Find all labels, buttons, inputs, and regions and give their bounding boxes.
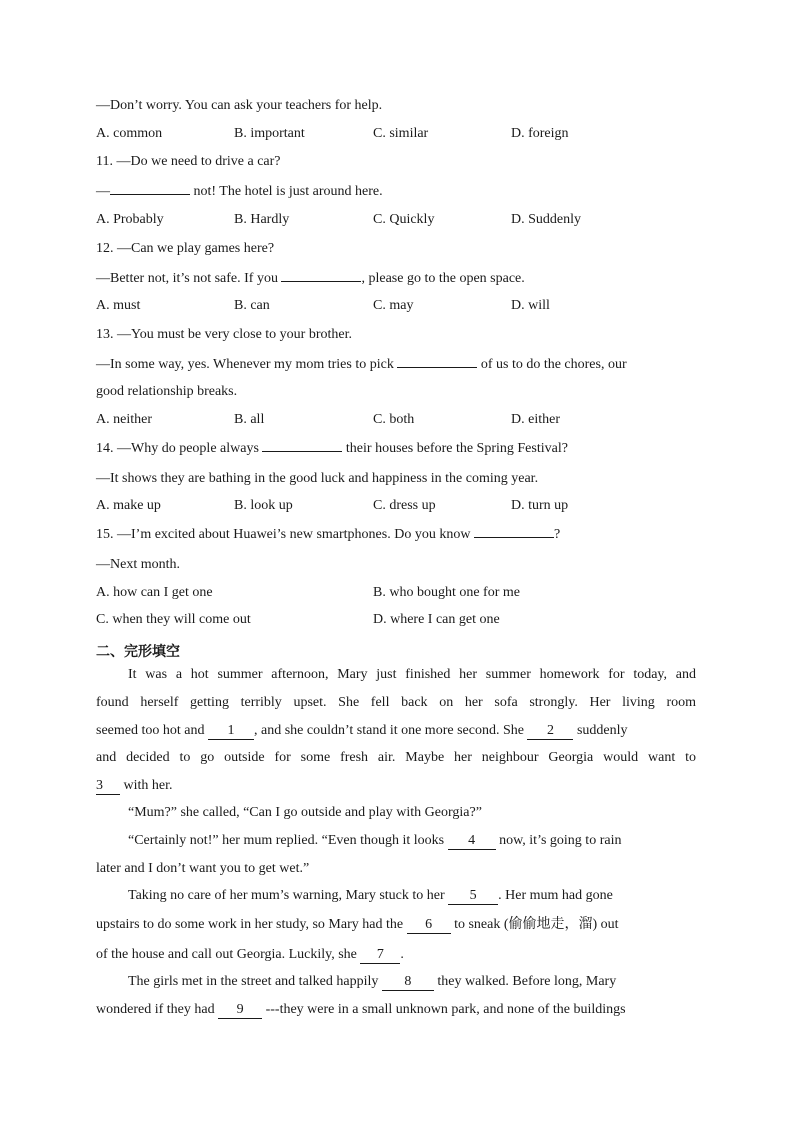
q12-question: 12. —Can we play games here? [96, 241, 275, 256]
q14-answer-line: —It shows they are bathing in the good luck and happiness in the coming year. [96, 471, 539, 486]
cloze-blank-2: 2 [527, 723, 573, 740]
q12-option-a: A. must [96, 298, 141, 313]
cloze-blank-6: 6 [407, 917, 451, 934]
q13-option-c: C. both [373, 412, 415, 427]
cloze-blank-9: 9 [218, 1002, 262, 1019]
q11-answer-line: — not! The hotel is just around here. [96, 184, 383, 199]
q13-question: 13. —You must be very close to your brother. [96, 327, 352, 342]
cloze-blank-3: 3 [96, 778, 120, 795]
q12-answer-line: —Better not, it’s not safe. If you , please go to the open space. [96, 271, 525, 286]
passage-line: found herself getting terribly upset. She fell back on her sofa strongly. Her living room [96, 695, 696, 710]
passage-line: “Mum?” she called, “Can I go outside and play with Georgia?” [128, 805, 482, 820]
cloze-blank-1: 1 [208, 723, 254, 740]
q12-option-c: C. may [373, 298, 414, 313]
q14-question: 14. —Why do people always their houses before the Spring Festival? [96, 441, 568, 456]
cloze-blank-4: 4 [448, 833, 496, 850]
q11-option-a: A. Probably [96, 212, 164, 227]
answer-blank [262, 451, 342, 452]
q10-option-a: A. common [96, 126, 163, 141]
passage-line: later and I don’t want you to get wet.” [96, 861, 310, 876]
q10-option-c: C. similar [373, 126, 429, 141]
cloze-blank-7: 7 [360, 947, 400, 964]
q11-question: 11. —Do we need to drive a car? [96, 154, 281, 169]
passage-line: of the house and call out Georgia. Luckily, she 7 . [96, 947, 404, 962]
q15-option-a: A. how can I get one [96, 585, 213, 600]
q15-option-b: B. who bought one for me [373, 585, 520, 600]
answer-blank [397, 367, 477, 368]
q15-option-d: D. where I can get one [373, 612, 500, 627]
passage-line: Taking no care of her mum’s warning, Mary stuck to her 5 . Her mum had gone [128, 888, 613, 903]
passage-line: and decided to go outside for some fresh air. Maybe her neighbour Georgia would want to [96, 750, 696, 765]
q13-answer-line: —In some way, yes. Whenever my mom tries to pick of us to do the chores, our [96, 357, 627, 372]
q14-option-c: C. dress up [373, 498, 436, 513]
q10-option-d: D. foreign [511, 126, 569, 141]
q13-option-d: D. either [511, 412, 560, 427]
q14-option-a: A. make up [96, 498, 161, 513]
passage-line: 3 with her. [96, 778, 173, 793]
answer-blank [110, 194, 190, 195]
q13-option-a: A. neither [96, 412, 152, 427]
q15-question: 15. —I’m excited about Huawei’s new smartphones. Do you know ? [96, 527, 561, 542]
q14-option-d: D. turn up [511, 498, 569, 513]
q11-option-c: C. Quickly [373, 212, 435, 227]
q15-option-c: C. when they will come out [96, 612, 251, 627]
q10-answer-line: —Don’t worry. You can ask your teachers for help. [96, 98, 383, 113]
cloze-blank-8: 8 [382, 974, 434, 991]
passage-line: “Certainly not!” her mum replied. “Even though it looks 4 now, it’s going to rain [128, 833, 622, 848]
q14-option-b: B. look up [234, 498, 293, 513]
answer-blank [281, 281, 361, 282]
passage-line: The girls met in the street and talked happily 8 they walked. Before long, Mary [128, 974, 617, 989]
q12-option-b: B. can [234, 298, 270, 313]
q11-option-d: D. Suddenly [511, 212, 581, 227]
q13-option-b: B. all [234, 412, 265, 427]
section-title: 二、完形填空 [96, 644, 180, 660]
cloze-blank-5: 5 [448, 888, 498, 905]
q15-answer-line: —Next month. [96, 557, 180, 572]
answer-blank [474, 537, 554, 538]
q10-option-b: B. important [234, 126, 305, 141]
passage-line: upstairs to do some work in her study, so Mary had the 6 to sneak (偷偷地走，溜) out [96, 917, 619, 932]
q12-option-d: D. will [511, 298, 550, 313]
passage-line: wondered if they had 9 ---they were in a small unknown park, and none of the buildings [96, 1002, 626, 1017]
q11-option-b: B. Hardly [234, 212, 290, 227]
q13-answer-line-2: good relationship breaks. [96, 384, 238, 399]
passage-line: It was a hot summer afternoon, Mary just finished her summer homework for today, and [128, 667, 696, 682]
passage-line: seemed too hot and 1 , and she couldn’t stand it one more second. She 2 suddenly [96, 723, 628, 738]
